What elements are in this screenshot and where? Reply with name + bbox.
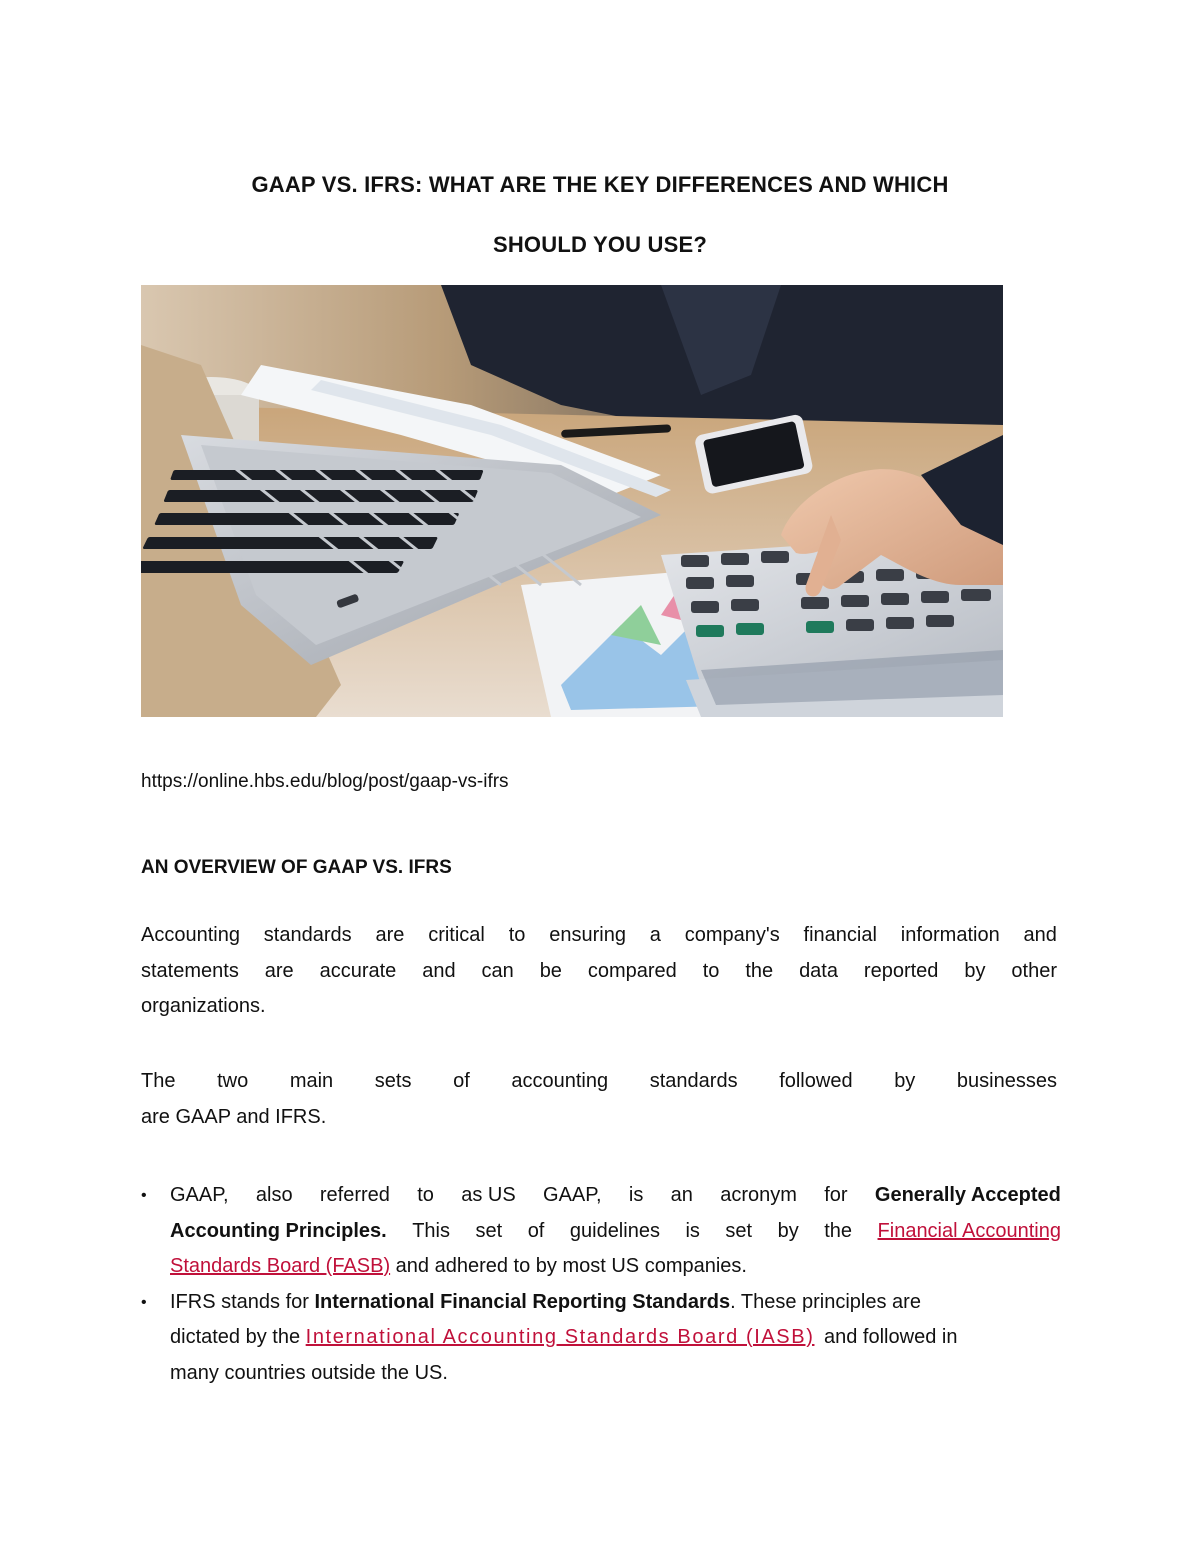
word: standards xyxy=(263,924,352,946)
word: followed xyxy=(779,1070,853,1092)
word: data xyxy=(799,959,838,982)
word: a xyxy=(649,924,661,946)
bullet-text: IFRS stands for xyxy=(170,1290,315,1313)
paragraph-two-main-sets xyxy=(141,1064,1057,1135)
word: by xyxy=(894,1070,916,1092)
source-url: https://online.hbs.edu/blog/post/gaap-vs-ifrs xyxy=(141,771,509,792)
bullet-item-ifrs xyxy=(141,1285,1061,1392)
word: accurate xyxy=(319,959,397,982)
paragraph-line: are GAAP and IFRS. xyxy=(141,1105,327,1128)
paragraph-line: organizations. xyxy=(141,995,266,1017)
bullet-text: . These principles are xyxy=(730,1290,921,1313)
word: acronym xyxy=(720,1184,797,1206)
bullet-icon: • xyxy=(141,1293,147,1311)
bold-term: Generally Accepted xyxy=(874,1184,1061,1206)
document-title-line-1: GAAP VS. IFRS: WHAT ARE THE KEY DIFFERENCES AND WHICH xyxy=(251,172,949,197)
bullet-item-gaap xyxy=(141,1178,1061,1285)
word: This xyxy=(412,1219,450,1242)
word: the xyxy=(745,959,774,982)
document-title-line-2: SHOULD YOU USE? xyxy=(492,232,708,257)
word: ensuring xyxy=(549,924,626,946)
word: The xyxy=(141,1070,176,1092)
fasb-link[interactable]: Financial Accounting xyxy=(877,1219,1061,1242)
word: are xyxy=(264,959,294,982)
word: the xyxy=(824,1219,853,1242)
word: and xyxy=(1023,924,1057,946)
word: for xyxy=(824,1184,848,1206)
word: be xyxy=(539,959,562,982)
bullet-icon: • xyxy=(141,1187,147,1204)
paragraph-line xyxy=(141,954,1057,990)
word: an xyxy=(670,1184,693,1206)
paragraph-accounting-standards xyxy=(141,918,1057,1025)
word: reported xyxy=(863,959,939,982)
bullet-text: many countries outside the US. xyxy=(170,1361,448,1384)
word: are xyxy=(375,924,405,946)
paragraph-line xyxy=(141,1064,1057,1100)
word: other xyxy=(1011,959,1057,982)
paragraph-line xyxy=(141,918,1057,954)
bullet-line xyxy=(170,1356,1061,1392)
bullet-text: and followed in xyxy=(818,1326,958,1348)
word: also xyxy=(255,1184,293,1206)
word: statements xyxy=(141,959,239,982)
bullet-line xyxy=(170,1285,1061,1321)
word: by xyxy=(777,1219,799,1242)
article-photo-laptop-calculator xyxy=(141,285,1003,717)
word: can xyxy=(481,959,514,982)
word: information xyxy=(900,924,1000,946)
word: is xyxy=(685,1219,700,1242)
bullet-text: and adhered to by most US companies. xyxy=(390,1255,747,1277)
bullet-line xyxy=(170,1249,1061,1285)
word: of xyxy=(453,1070,470,1092)
word: set xyxy=(475,1219,503,1242)
word: referred xyxy=(319,1184,390,1206)
bullet-line xyxy=(170,1178,1061,1214)
word: as US xyxy=(461,1184,516,1206)
fasb-link-continued[interactable]: Standards Board (FASB) xyxy=(170,1255,391,1277)
word: main xyxy=(289,1070,334,1092)
iasb-link[interactable]: International Accounting Standards Board (IASB) xyxy=(305,1326,815,1348)
word: to xyxy=(702,959,720,982)
word: and xyxy=(422,959,456,982)
word: company's xyxy=(684,924,780,946)
word: GAAP, xyxy=(543,1184,602,1206)
word: financial xyxy=(803,924,877,946)
bold-term: International Financial Reporting Standards xyxy=(314,1290,731,1313)
word: of xyxy=(527,1219,545,1242)
bullet-line xyxy=(170,1214,1061,1250)
word: standards xyxy=(649,1070,738,1092)
word: businesses xyxy=(956,1070,1057,1092)
word: is xyxy=(628,1184,644,1206)
word: guidelines xyxy=(569,1219,660,1242)
word: to xyxy=(508,924,526,946)
section-heading: AN OVERVIEW OF GAAP VS. IFRS xyxy=(141,857,452,878)
word: critical xyxy=(428,924,485,946)
bullet-text: dictated by the xyxy=(170,1326,301,1348)
word: by xyxy=(964,959,986,982)
word: to xyxy=(417,1184,434,1206)
word: GAAP, xyxy=(170,1184,229,1206)
bullet-line xyxy=(170,1320,1061,1356)
word: sets xyxy=(374,1070,412,1092)
bold-term: Accounting Principles. xyxy=(170,1219,387,1242)
bullet-list xyxy=(141,1178,1061,1391)
word: Accounting xyxy=(141,924,240,946)
word: two xyxy=(217,1070,249,1092)
word: compared xyxy=(587,959,677,982)
word: set xyxy=(725,1219,753,1242)
word: accounting xyxy=(511,1070,609,1092)
